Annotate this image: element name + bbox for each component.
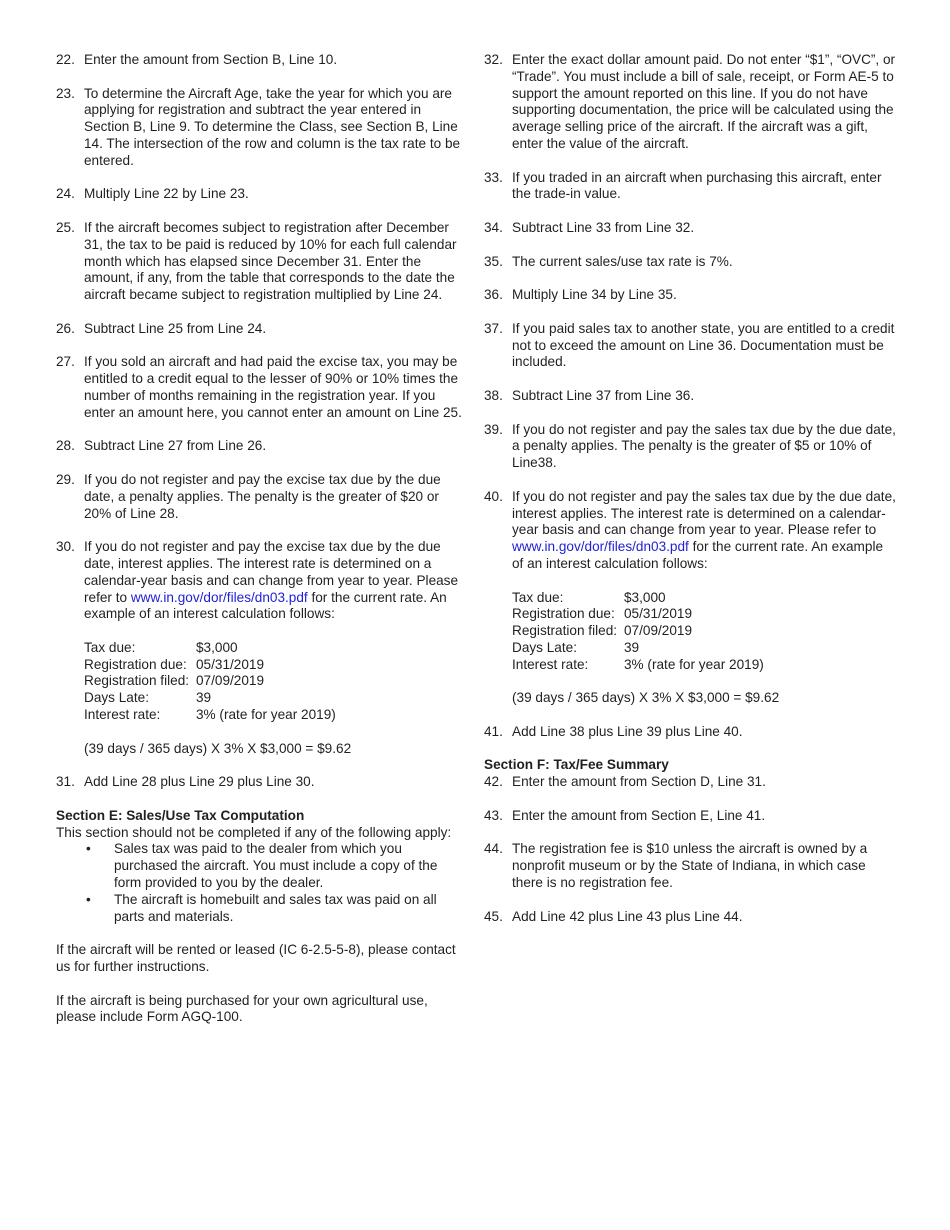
line-text: Subtract Line 27 from Line 26. <box>84 438 267 454</box>
instruction-line-26 <box>56 321 468 338</box>
calc-value: 39 <box>196 690 212 706</box>
instruction-line-40 <box>484 489 896 707</box>
instruction-line-45 <box>484 909 896 926</box>
line-number: 45. <box>484 908 503 924</box>
instruction-line-30 <box>56 539 468 757</box>
line-text: Add Line 38 plus Line 39 plus Line 40. <box>512 723 743 739</box>
line-number: 35. <box>484 253 503 269</box>
calc-value: 05/31/2019 <box>624 606 693 622</box>
line-text: Add Line 28 plus Line 29 plus Line 30. <box>84 774 315 790</box>
calc-row-tax-due <box>512 590 896 607</box>
instruction-line-28 <box>56 438 468 455</box>
line-text-before: If you do not register and pay the excise tax due by the due date, interest applies. The interest rate is determined on a calendar-year basis and can change from year to year. Please refer to <box>84 539 459 605</box>
agricultural-use-note: If the aircraft is being purchased for your own agricultural use, please include Form AGQ-100. <box>56 992 428 1025</box>
line-number: 38. <box>484 387 503 403</box>
line-text: If you traded in an aircraft when purchasing this aircraft, enter the trade-in value. <box>512 169 882 202</box>
instruction-line-36 <box>484 287 896 304</box>
line-number: 32. <box>484 52 503 67</box>
instruction-line-22 <box>56 52 468 69</box>
instruction-line-27 <box>56 354 468 421</box>
instruction-line-23 <box>56 86 468 170</box>
interest-rate-link[interactable]: www.in.gov/dor/files/dn03.pdf <box>512 539 689 555</box>
line-number: 37. <box>484 320 503 336</box>
calc-label: Interest rate: <box>84 707 161 723</box>
calc-row-days-late <box>84 690 468 707</box>
section-e-bullet-list <box>56 841 468 925</box>
instruction-line-31 <box>56 774 468 791</box>
line-number: 23. <box>56 85 75 101</box>
line-number: 31. <box>56 774 75 790</box>
line-text: Enter the amount from Section D, Line 31. <box>512 774 766 790</box>
section-e-title: Section E: Sales/Use Tax Computation <box>56 807 305 823</box>
calc-value: 05/31/2019 <box>196 656 265 672</box>
instruction-line-38 <box>484 388 896 405</box>
line-text: Enter the amount from Section B, Line 10. <box>84 52 338 67</box>
line-number: 30. <box>56 539 75 555</box>
line-number: 41. <box>484 723 503 739</box>
calc-row-interest-rate <box>84 707 468 724</box>
line-number: 34. <box>484 219 503 235</box>
calc-label: Days Late: <box>512 639 577 655</box>
bullet-text: Sales tax was paid to the dealer from which you purchased the aircraft. You must include a copy of the form provided to you by the dealer. <box>114 841 438 891</box>
line-text: Multiply Line 34 by Line 35. <box>512 287 677 303</box>
instruction-line-42 <box>484 774 896 791</box>
line-text <box>512 489 896 573</box>
instruction-line-39 <box>484 422 896 472</box>
calc-label: Tax due: <box>84 639 136 655</box>
line-text: Subtract Line 37 from Line 36. <box>512 387 695 403</box>
line-text: Multiply Line 22 by Line 23. <box>84 186 249 202</box>
interest-rate-link[interactable]: www.in.gov/dor/files/dn03.pdf <box>130 589 308 605</box>
calc-label: Registration due: <box>84 656 187 672</box>
interest-equation: (39 days / 365 days) X 3% X $3,000 = $9.62 <box>512 690 780 706</box>
line-text: If you paid sales tax to another state, you are entitled to a credit not to exceed the amount on Line 36. Documentation must be included. <box>512 320 895 370</box>
instruction-line-33 <box>484 170 896 204</box>
line-number: 28. <box>56 438 75 454</box>
line-text: Subtract Line 33 from Line 32. <box>512 219 695 235</box>
line-text <box>84 539 468 623</box>
line-text: If you do not register and pay the excise tax due by the due date, a penalty applies. The penalty is the greater of $20 or 20% of Line 28. <box>84 471 441 521</box>
calc-value: 3% (rate for year 2019) <box>624 656 764 672</box>
instruction-line-24 <box>56 186 468 203</box>
line-text: If you sold an aircraft and had paid the excise tax, you may be entitled to a credit equal to the lesser of 90% or 10% times the number of months remaining in the registration year. If you enter an amount here, you cannot enter an amount on Line 25. <box>84 354 462 420</box>
line-number: 27. <box>56 354 75 370</box>
calc-label: Registration filed: <box>512 623 618 639</box>
rented-leased-note: If the aircraft will be rented or leased (IC 6-2.5-5-8), please contact us for further instructions. <box>56 942 456 975</box>
interest-calculation-example <box>512 590 896 674</box>
line-number: 25. <box>56 219 75 235</box>
calc-row-registration-due <box>84 657 468 674</box>
line-number: 26. <box>56 320 75 336</box>
bullet-icon: • <box>86 841 91 857</box>
line-text-before: If you do not register and pay the sales tax due by the due date, interest applies. The interest rate is determined on a calendar-year basis and can change from year to year. Please refer to <box>512 488 896 538</box>
line-text-after: for the current rate. An example of an interest calculation follows: <box>512 539 884 571</box>
line-text: To determine the Aircraft Age, take the year for which you are applying for registration and subtract the year entered in Section B, Line 9. To determine the Class, see Section B, Line 14. The intersection of the row and column is the tax rate to be entered. <box>84 85 461 168</box>
calc-row-interest-rate <box>512 657 896 674</box>
line-text: Enter the amount from Section E, Line 41. <box>512 807 766 823</box>
line-text: The current sales/use tax rate is 7%. <box>512 253 733 269</box>
instruction-line-29 <box>56 472 468 522</box>
calc-row-registration-filed <box>512 623 896 640</box>
line-number: 44. <box>484 841 503 857</box>
section-e-intro: This section should not be completed if any of the following apply: <box>56 824 452 840</box>
line-text: The registration fee is $10 unless the aircraft is owned by a nonprofit museum or by the State of Indiana, in which case there is no registration fee. <box>512 841 868 891</box>
calc-value: 07/09/2019 <box>624 623 693 639</box>
line-text: Add Line 42 plus Line 43 plus Line 44. <box>512 908 743 924</box>
calc-value: 39 <box>624 639 640 655</box>
instruction-line-44 <box>484 841 896 891</box>
instruction-line-25 <box>56 220 468 304</box>
interest-calculation-example <box>84 640 468 724</box>
line-number: 36. <box>484 287 503 303</box>
instruction-line-35 <box>484 254 896 271</box>
calc-value: $3,000 <box>196 639 238 655</box>
line-number: 39. <box>484 421 503 437</box>
line-text-after: for the current rate. An example of an interest calculation follows: <box>84 589 447 622</box>
calc-value: 07/09/2019 <box>196 673 265 689</box>
bullet-icon: • <box>86 891 91 907</box>
left-column <box>56 52 468 1043</box>
instruction-line-37 <box>484 321 896 371</box>
line-text: Subtract Line 25 from Line 24. <box>84 320 267 336</box>
calc-row-days-late <box>512 640 896 657</box>
line-number: 42. <box>484 774 503 790</box>
instruction-line-32 <box>484 52 896 153</box>
list-item <box>56 892 468 926</box>
instruction-line-43 <box>484 808 896 825</box>
calc-label: Registration due: <box>512 606 615 622</box>
calc-label: Days Late: <box>84 690 149 706</box>
interest-equation: (39 days / 365 days) X 3% X $3,000 = $9.62 <box>84 740 352 756</box>
calc-row-tax-due <box>84 640 468 657</box>
line-text: Enter the exact dollar amount paid. Do not enter “$1”, “OVC”, or “Trade”. You must include a bill of sale, receipt, or Form AE-5 to support the amount reported on this line. If you do not have supporting documentation, the price will be calculated using the average selling price of the aircraft. If the aircraft was a gift, enter the value of the aircraft. <box>512 52 896 151</box>
calc-value: 3% (rate for year 2019) <box>196 707 336 723</box>
section-f-title: Section F: Tax/Fee Summary <box>484 757 669 773</box>
line-number: 43. <box>484 807 503 823</box>
section-f <box>484 757 896 925</box>
line-number: 40. <box>484 488 503 504</box>
line-number: 29. <box>56 471 75 487</box>
calc-row-registration-filed <box>84 673 468 690</box>
right-column <box>484 52 896 942</box>
bullet-text: The aircraft is homebuilt and sales tax was paid on all parts and materials. <box>114 891 437 924</box>
calc-label: Interest rate: <box>512 656 589 672</box>
line-text: If the aircraft becomes subject to registration after December 31, the tax to be paid is reduced by 10% for each full calendar month which has elapsed since December 31. Enter the amount, if any, from the table that corresponds to the date the aircraft became subject to registration multiplied by Line 24. <box>84 219 457 303</box>
list-item <box>56 841 468 891</box>
calc-label: Registration filed: <box>84 673 190 689</box>
line-number: 24. <box>56 186 75 202</box>
section-e <box>56 808 468 1026</box>
instruction-line-41 <box>484 724 896 741</box>
calc-value: $3,000 <box>624 589 666 605</box>
line-text: If you do not register and pay the sales tax due by the due date, a penalty applies. The penalty is the greater of $5 or 10% of Line38. <box>512 421 896 471</box>
calc-row-registration-due <box>512 606 896 623</box>
line-number: 33. <box>484 169 503 185</box>
instruction-line-34 <box>484 220 896 237</box>
line-number: 22. <box>56 52 75 67</box>
calc-label: Tax due: <box>512 589 564 605</box>
